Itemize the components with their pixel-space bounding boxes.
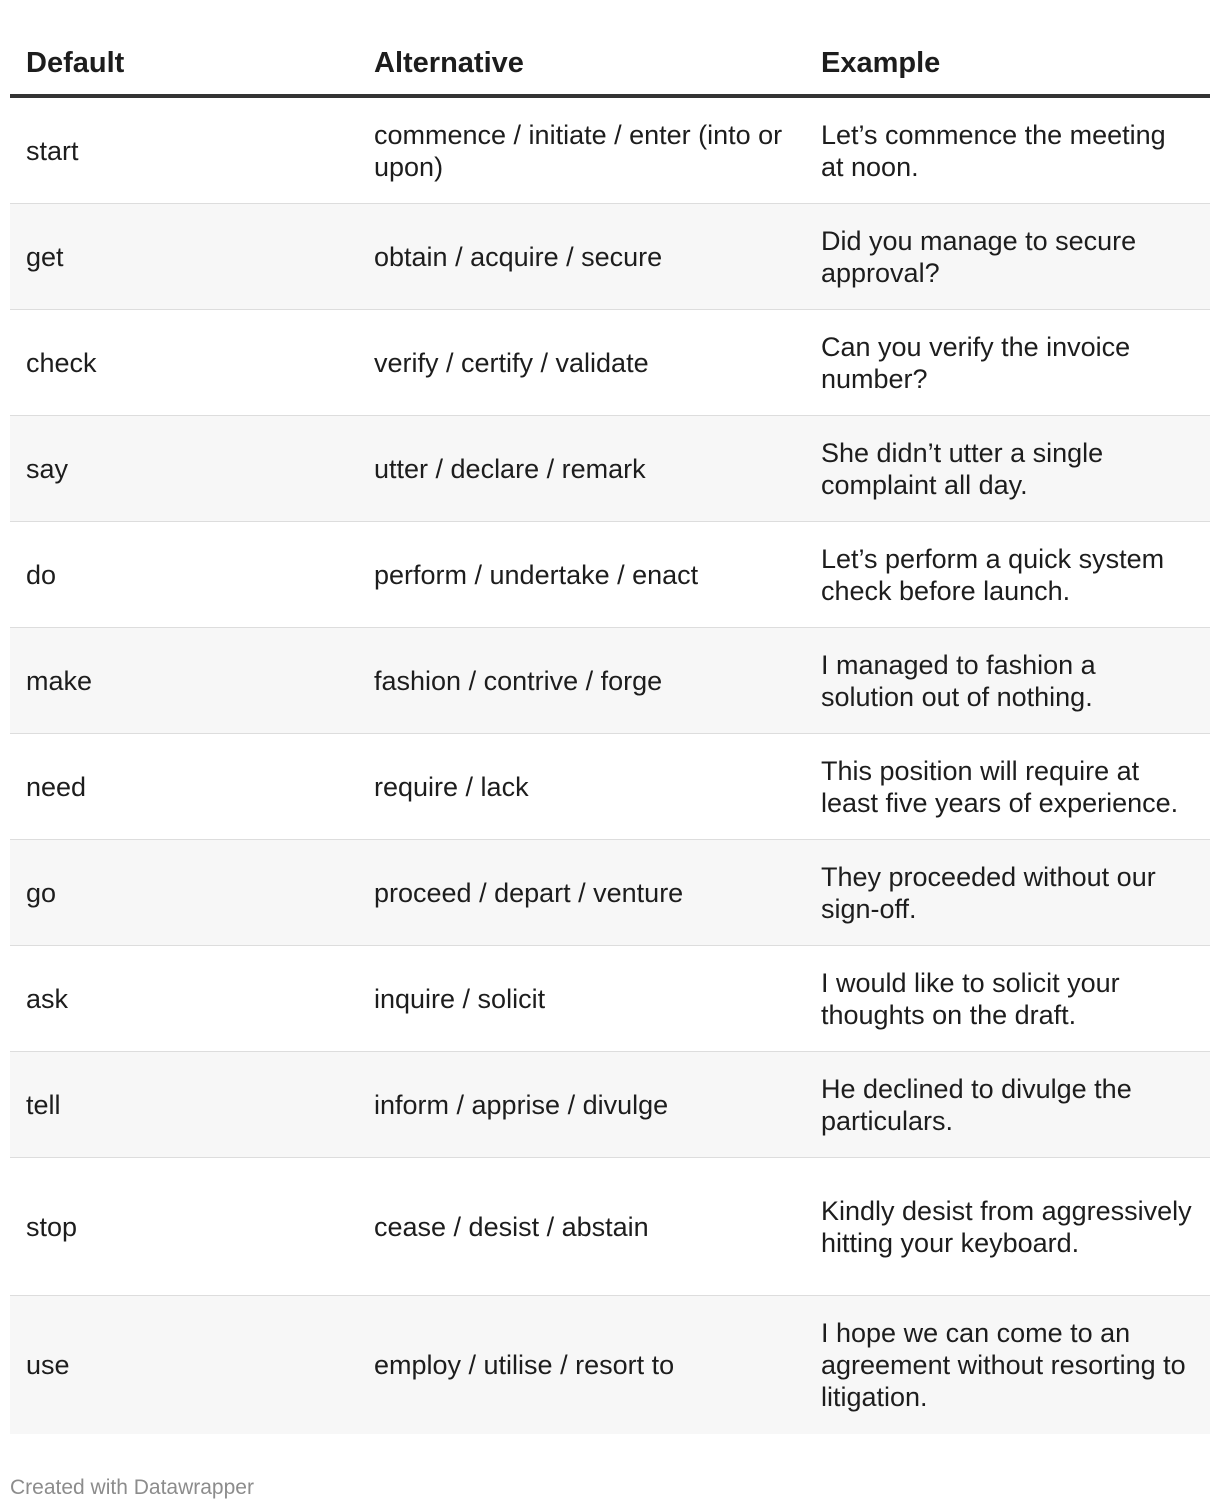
default-cell: make xyxy=(26,665,93,696)
alternative-cell: obtain / acquire / secure xyxy=(374,241,663,272)
alternative-cell: commence / initiate / enter (into or upon) xyxy=(374,119,783,182)
table-row xyxy=(10,1296,1210,1434)
column-header-default: Default xyxy=(26,47,125,79)
example-cell: I would like to solicit your thoughts on the draft. xyxy=(821,967,1120,1030)
table-row xyxy=(10,946,1210,1052)
alternative-cell: verify / certify / validate xyxy=(374,347,649,378)
example-cell: Let’s perform a quick system check before launch. xyxy=(821,543,1165,606)
column-header-example: Example xyxy=(821,47,941,79)
table-row xyxy=(10,840,1210,946)
example-cell: Can you verify the invoice number? xyxy=(821,331,1131,394)
default-cell: tell xyxy=(26,1089,61,1120)
example-cell: Kindly desist from aggressively hitting your keyboard. xyxy=(821,1195,1192,1258)
table-row xyxy=(10,204,1210,310)
alternative-cell: require / lack xyxy=(374,771,529,802)
example-cell: Did you manage to secure approval? xyxy=(821,225,1137,288)
table-row xyxy=(10,310,1210,416)
table-header xyxy=(10,30,1210,98)
default-cell: use xyxy=(26,1350,70,1380)
default-cell: go xyxy=(26,877,57,908)
alternative-cell: inform / apprise / divulge xyxy=(374,1089,669,1120)
example-cell: Let’s commence the meeting at noon. xyxy=(821,119,1166,182)
column-header-alternative: Alternative xyxy=(374,47,524,79)
example-cell: She didn’t utter a single complaint all day. xyxy=(821,437,1104,500)
default-cell: get xyxy=(26,241,64,272)
table-row xyxy=(10,522,1210,628)
table-row xyxy=(10,734,1210,840)
default-cell: ask xyxy=(26,983,69,1014)
table-row xyxy=(10,1052,1210,1158)
default-cell: say xyxy=(26,453,69,484)
alternative-cell: proceed / depart / venture xyxy=(374,877,684,908)
default-cell: start xyxy=(26,135,79,166)
example-cell: This position will require at least five years of experience. xyxy=(821,755,1179,818)
table-row xyxy=(10,628,1210,734)
datawrapper-credit: Created with Datawrapper xyxy=(10,1476,254,1499)
alternative-cell: inquire / solicit xyxy=(374,983,546,1014)
default-cell: need xyxy=(26,771,87,802)
default-cell: stop xyxy=(26,1211,78,1242)
word-alternatives-table xyxy=(10,30,1210,1434)
default-cell: check xyxy=(26,347,97,378)
alternative-cell: cease / desist / abstain xyxy=(374,1211,649,1242)
alternative-cell: fashion / contrive / forge xyxy=(374,665,663,696)
alternative-cell: utter / declare / remark xyxy=(374,453,646,484)
default-cell: do xyxy=(26,559,57,590)
example-cell: I hope we can come to an agreement without resorting to litigation. xyxy=(821,1318,1186,1412)
table-row xyxy=(10,98,1210,204)
alternative-cell: perform / undertake / enact xyxy=(374,559,699,590)
example-cell: He declined to divulge the particulars. xyxy=(821,1073,1132,1136)
table-row xyxy=(10,1158,1210,1296)
alternative-cell: employ / utilise / resort to xyxy=(374,1350,675,1380)
example-cell: I managed to fashion a solution out of nothing. xyxy=(821,649,1096,712)
example-cell: They proceeded without our sign-off. xyxy=(821,861,1156,924)
table-row xyxy=(10,416,1210,522)
